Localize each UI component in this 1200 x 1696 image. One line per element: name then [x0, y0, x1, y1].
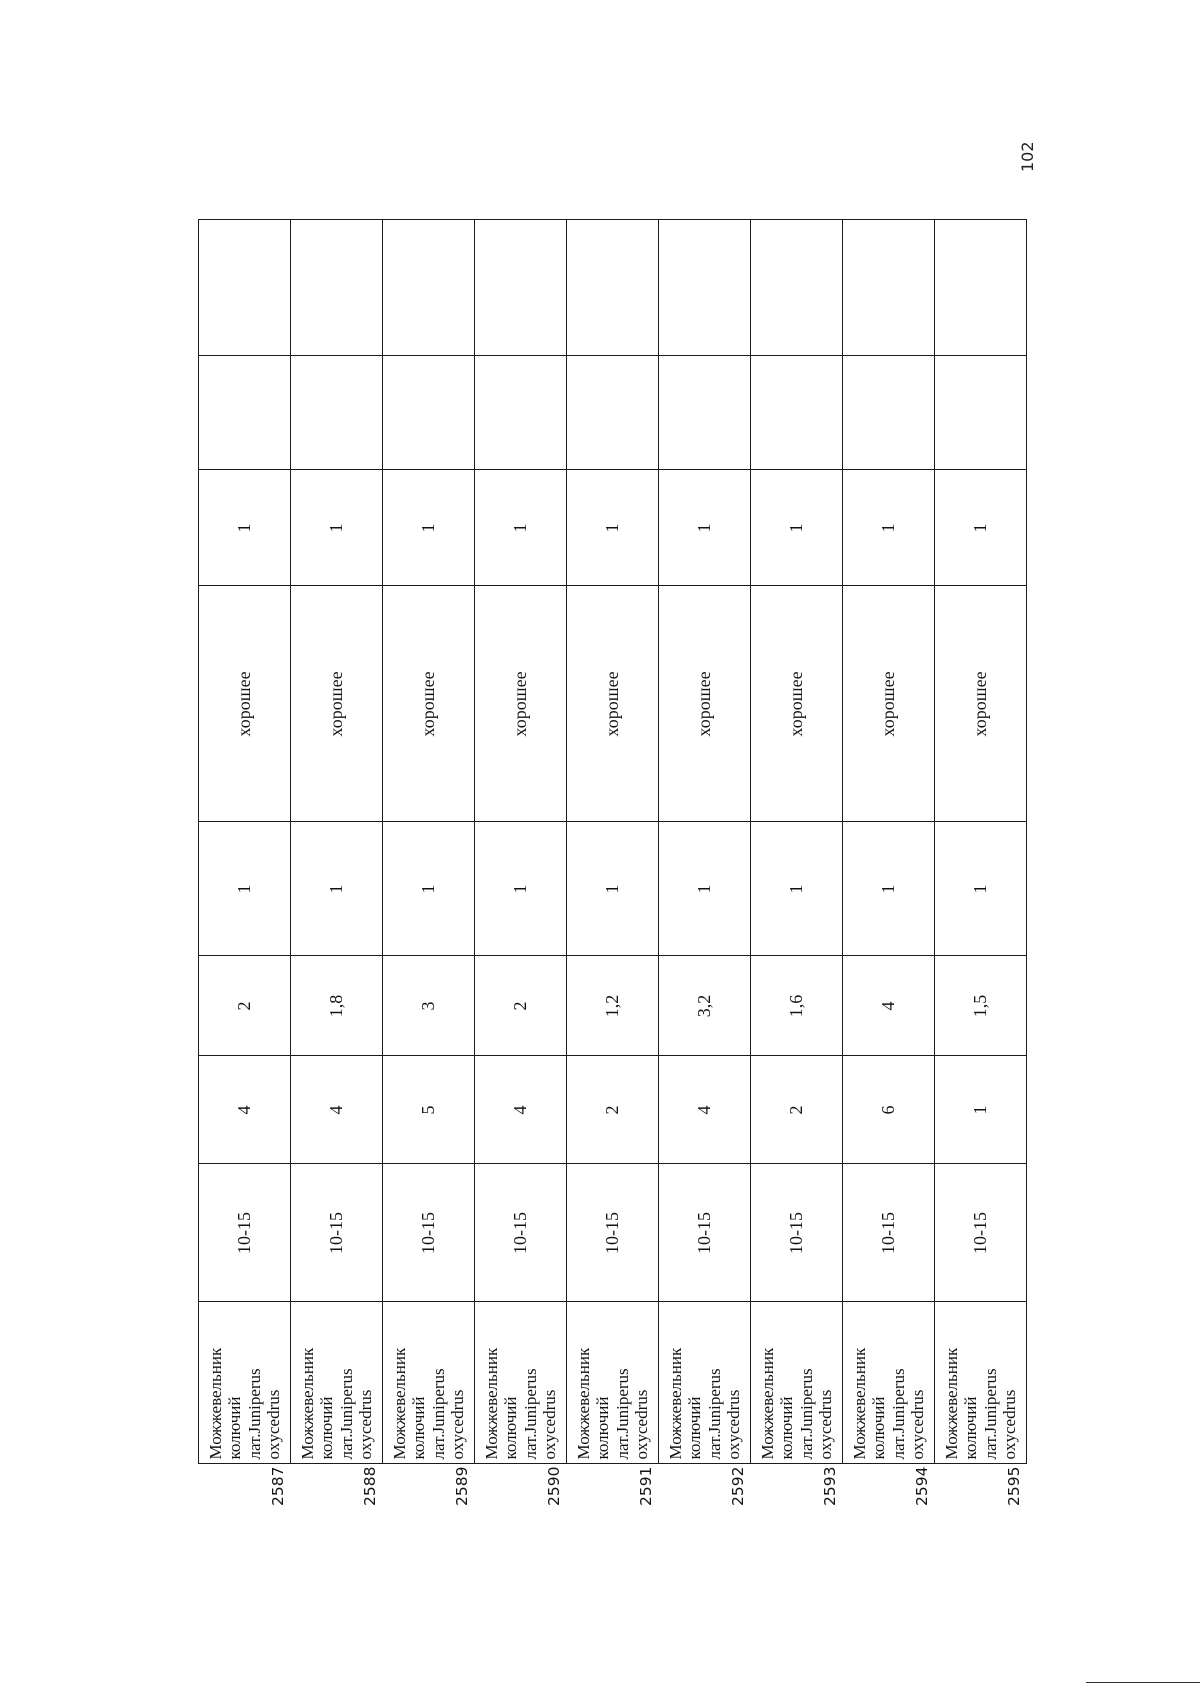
- species-cell: [475, 1302, 567, 1464]
- diameter-cell: 4: [843, 956, 935, 1056]
- species-line: Можжевельник: [573, 1347, 593, 1460]
- table-row: [843, 220, 935, 1550]
- species-line: Можжевельник: [481, 1347, 501, 1460]
- diameter-cell: 3: [383, 956, 475, 1056]
- species-line: колючий: [685, 1396, 704, 1460]
- diameter-cell: 2: [199, 956, 291, 1056]
- species-line: лат.Juniperus: [244, 1368, 264, 1460]
- note-1-cell: [199, 356, 291, 470]
- condition-cell: хорошее: [475, 586, 567, 822]
- species-line: Можжевельник: [297, 1347, 317, 1460]
- row-number-cell: 2591: [636, 1466, 655, 1506]
- condition-cell: хорошее: [383, 586, 475, 822]
- height-cell: 5: [383, 1056, 475, 1164]
- note-1-cell: [659, 356, 751, 470]
- condition-cell: хорошее: [199, 586, 291, 822]
- age-cell: 10-15: [751, 1164, 843, 1302]
- corner-rule: [1086, 1682, 1200, 1683]
- species-cell: [383, 1302, 475, 1464]
- note-2-cell: [567, 220, 659, 356]
- species-cell: [751, 1302, 843, 1464]
- height-cell: 2: [567, 1056, 659, 1164]
- page-number: 102: [1018, 141, 1037, 172]
- species-cell: [567, 1302, 659, 1464]
- species-line: Можжевельник: [941, 1347, 961, 1460]
- count-cell: 1: [567, 822, 659, 956]
- inventory-table-wrapper: [198, 220, 1027, 1550]
- count-2-cell: 1: [291, 470, 383, 586]
- table-row: [751, 220, 843, 1550]
- count-cell: 1: [659, 822, 751, 956]
- table-row: [383, 220, 475, 1550]
- note-2-cell: [199, 220, 291, 356]
- count-2-cell: 1: [199, 470, 291, 586]
- count-cell: 1: [751, 822, 843, 956]
- species-line: лат.Juniperus: [796, 1368, 816, 1460]
- table-row: [659, 220, 751, 1550]
- table-row: [199, 220, 291, 1550]
- note-2-cell: [383, 220, 475, 356]
- species-line: колючий: [501, 1396, 520, 1460]
- species-line: oxycedrus: [540, 1389, 559, 1460]
- note-2-cell: [291, 220, 383, 356]
- count-cell: 1: [291, 822, 383, 956]
- count-2-cell: 1: [567, 470, 659, 586]
- species-line: лат.Juniperus: [520, 1368, 540, 1460]
- age-cell: 10-15: [935, 1164, 1027, 1302]
- age-cell: 10-15: [199, 1164, 291, 1302]
- age-cell: 10-15: [475, 1164, 567, 1302]
- age-cell: 10-15: [567, 1164, 659, 1302]
- row-number-cell: 2589: [452, 1466, 471, 1506]
- diameter-cell: 1,8: [291, 956, 383, 1056]
- note-1-cell: [935, 356, 1027, 470]
- species-line: oxycedrus: [816, 1389, 835, 1460]
- species-line: лат.Juniperus: [980, 1368, 1000, 1460]
- species-cell: [843, 1302, 935, 1464]
- count-2-cell: 1: [475, 470, 567, 586]
- species-line: oxycedrus: [264, 1389, 283, 1460]
- species-line: лат.Juniperus: [428, 1368, 448, 1460]
- species-line: Можжевельник: [389, 1347, 409, 1460]
- diameter-cell: 3,2: [659, 956, 751, 1056]
- row-number-cell: 2587: [268, 1466, 287, 1506]
- row-number-cell: 2595: [1004, 1466, 1023, 1506]
- species-line: колючий: [409, 1396, 428, 1460]
- table-row: [291, 220, 383, 1550]
- species-cell: [199, 1302, 291, 1464]
- diameter-cell: 1,2: [567, 956, 659, 1056]
- note-2-cell: [935, 220, 1027, 356]
- note-1-cell: [383, 356, 475, 470]
- species-line: колючий: [777, 1396, 796, 1460]
- height-cell: 4: [659, 1056, 751, 1164]
- note-2-cell: [659, 220, 751, 356]
- species-line: Можжевельник: [757, 1347, 777, 1460]
- species-cell: [291, 1302, 383, 1464]
- table-row: [475, 220, 567, 1550]
- species-line: колючий: [225, 1396, 244, 1460]
- species-line: oxycedrus: [1000, 1389, 1019, 1460]
- count-2-cell: 1: [659, 470, 751, 586]
- count-cell: 1: [383, 822, 475, 956]
- species-line: oxycedrus: [724, 1389, 743, 1460]
- condition-cell: хорошее: [843, 586, 935, 822]
- row-number-cell: 2592: [728, 1466, 747, 1506]
- row-number-cell: 2593: [820, 1466, 839, 1506]
- species-line: лат.Juniperus: [888, 1368, 908, 1460]
- species-cell: [935, 1302, 1027, 1464]
- count-2-cell: 1: [383, 470, 475, 586]
- table-row: [567, 220, 659, 1550]
- inventory-table-body: [199, 220, 1027, 1550]
- count-cell: 1: [475, 822, 567, 956]
- species-line: лат.Juniperus: [704, 1368, 724, 1460]
- count-2-cell: 1: [751, 470, 843, 586]
- row-number-cell: 2588: [360, 1466, 379, 1506]
- age-cell: 10-15: [843, 1164, 935, 1302]
- species-line: oxycedrus: [632, 1389, 651, 1460]
- height-cell: 6: [843, 1056, 935, 1164]
- condition-cell: хорошее: [567, 586, 659, 822]
- condition-cell: хорошее: [935, 586, 1027, 822]
- species-line: лат.Juniperus: [612, 1368, 632, 1460]
- count-cell: 1: [199, 822, 291, 956]
- diameter-cell: 1,6: [751, 956, 843, 1056]
- condition-cell: хорошее: [751, 586, 843, 822]
- diameter-cell: 1,5: [935, 956, 1027, 1056]
- note-1-cell: [751, 356, 843, 470]
- species-line: oxycedrus: [908, 1389, 927, 1460]
- count-2-cell: 1: [843, 470, 935, 586]
- height-cell: 4: [199, 1056, 291, 1164]
- note-2-cell: [751, 220, 843, 356]
- count-cell: 1: [843, 822, 935, 956]
- inventory-table: [198, 220, 1027, 1551]
- note-1-cell: [291, 356, 383, 470]
- note-2-cell: [843, 220, 935, 356]
- species-line: лат.Juniperus: [336, 1368, 356, 1460]
- note-2-cell: [475, 220, 567, 356]
- condition-cell: хорошее: [659, 586, 751, 822]
- species-line: Можжевельник: [205, 1347, 225, 1460]
- condition-cell: хорошее: [291, 586, 383, 822]
- note-1-cell: [843, 356, 935, 470]
- species-line: колючий: [317, 1396, 336, 1460]
- species-line: oxycedrus: [448, 1389, 467, 1460]
- height-cell: 1: [935, 1056, 1027, 1164]
- age-cell: 10-15: [659, 1164, 751, 1302]
- species-line: колючий: [869, 1396, 888, 1460]
- count-cell: 1: [935, 822, 1027, 956]
- row-number-cell: 2594: [912, 1466, 931, 1506]
- count-2-cell: 1: [935, 470, 1027, 586]
- note-1-cell: [475, 356, 567, 470]
- diameter-cell: 2: [475, 956, 567, 1056]
- age-cell: 10-15: [291, 1164, 383, 1302]
- species-line: колючий: [593, 1396, 612, 1460]
- row-number-cell: 2590: [544, 1466, 563, 1506]
- height-cell: 4: [291, 1056, 383, 1164]
- species-line: колючий: [961, 1396, 980, 1460]
- height-cell: 4: [475, 1056, 567, 1164]
- table-row: [935, 220, 1027, 1550]
- note-1-cell: [567, 356, 659, 470]
- species-cell: [659, 1302, 751, 1464]
- height-cell: 2: [751, 1056, 843, 1164]
- age-cell: 10-15: [383, 1164, 475, 1302]
- species-line: oxycedrus: [356, 1389, 375, 1460]
- species-line: Можжевельник: [665, 1347, 685, 1460]
- species-line: Можжевельник: [849, 1347, 869, 1460]
